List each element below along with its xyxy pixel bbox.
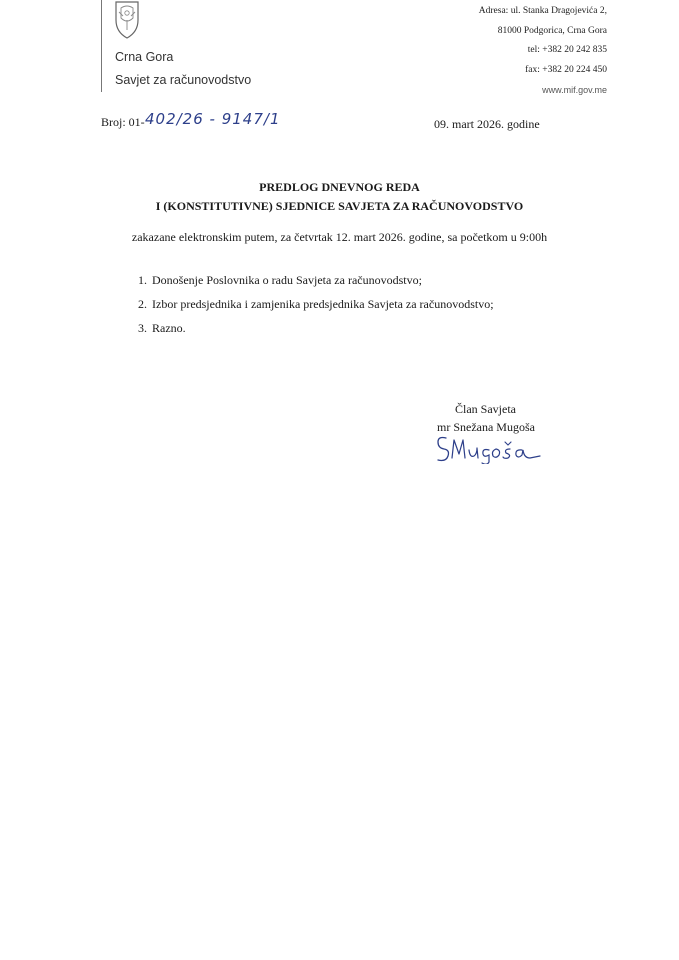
agenda-item-text: Izbor predsjednika i zamjenika predsjednika Savjeta za računovodstvo; xyxy=(152,297,494,311)
council-name: Savjet za računovodstvo xyxy=(115,73,252,87)
agenda-list xyxy=(138,268,494,340)
agenda-item xyxy=(138,268,494,292)
address-line-1: Adresa: ul. Stanka Dragojevića 2, xyxy=(478,6,607,16)
country-name: Crna Gora xyxy=(115,50,174,64)
agenda-item-text: Donošenje Poslovnika o radu Savjeta za računovodstvo; xyxy=(152,273,422,287)
document-date: 09. mart 2026. godine xyxy=(434,117,540,131)
reference-number-handwritten: 402/26 - 9147/1 xyxy=(145,110,281,128)
agenda-item-number: 3. xyxy=(138,321,147,335)
coat-of-arms-icon xyxy=(112,0,142,40)
agenda-item xyxy=(138,292,494,316)
phone-number: tel: +382 20 242 835 xyxy=(527,45,607,55)
session-details: zakazane elektronskim putem, za četvrtak 12. mart 2026. godine, sa početkom u 9:00h xyxy=(131,230,548,244)
handwritten-signature xyxy=(432,428,544,464)
agenda-item xyxy=(138,316,494,340)
agenda-item-number: 2. xyxy=(138,297,147,311)
website-link[interactable]: www.mif.gov.me xyxy=(542,85,607,95)
reference-label: Broj: 01- xyxy=(101,115,145,129)
document-title-line-2: I (KONSTITUTIVNE) SJEDNICE SAVJETA ZA RAČUNOVODSTVO xyxy=(155,199,524,213)
fax-number: fax: +382 20 224 450 xyxy=(525,65,607,75)
header-divider xyxy=(101,0,102,92)
document-title-line-1: PREDLOG DNEVNOG REDA xyxy=(259,180,420,194)
signatory-name: mr Snežana Mugoša xyxy=(437,420,535,434)
agenda-item-number: 1. xyxy=(138,273,147,287)
address-line-2: 81000 Podgorica, Crna Gora xyxy=(497,26,607,36)
agenda-item-text: Razno. xyxy=(152,321,186,335)
signatory-role: Član Savjeta xyxy=(455,402,516,416)
